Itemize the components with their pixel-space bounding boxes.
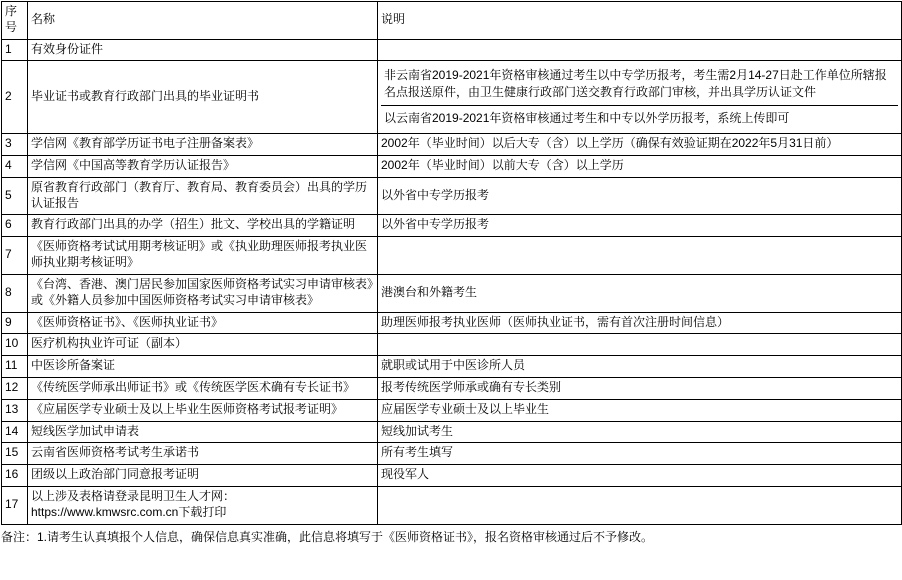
row-name: 教育行政部门出具的办学（招生）批文、学校出具的学籍证明: [28, 215, 378, 237]
row-desc: 2002年（毕业时间）以后大专（含）以上学历（确保有效验证期在2022年5月31日前）: [378, 134, 902, 156]
row-index: 15: [2, 443, 28, 465]
row-index: 17: [2, 487, 28, 525]
row-name-line-1: 以上涉及表格请登录昆明卫生人才网：: [31, 489, 236, 504]
row-index: 13: [2, 399, 28, 421]
row-index: 14: [2, 421, 28, 443]
row-index: 10: [2, 334, 28, 356]
row-name: 学信网《中国高等教育学历认证报告》: [28, 155, 378, 177]
row-desc: 2002年（毕业时间）以前大专（含）以上学历: [378, 155, 902, 177]
row-name: [28, 487, 378, 525]
row-name: 《医师资格考试试用期考核证明》或《执业助理医师报考执业医师执业期考核证明》: [28, 237, 378, 275]
table-row: [2, 177, 902, 215]
row-index: 2: [2, 61, 28, 134]
row-index: 1: [2, 39, 28, 61]
row-desc: 助理医师报考执业医师（医师执业证书，需有首次注册时间信息）: [378, 312, 902, 334]
row-name: 医疗机构执业许可证（副本）: [28, 334, 378, 356]
table-row: [2, 237, 902, 275]
row-desc: 以外省中专学历报考: [378, 177, 902, 215]
row-index: 4: [2, 155, 28, 177]
row-index: 8: [2, 274, 28, 312]
row-desc: [378, 487, 902, 525]
row-name: 有效身份证件: [28, 39, 378, 61]
row-index: 3: [2, 134, 28, 156]
row-name: 《医师资格证书》、《医师执业证书》: [28, 312, 378, 334]
table-row: [2, 274, 902, 312]
row-index: 11: [2, 356, 28, 378]
table-row: [2, 61, 902, 134]
row-desc: [378, 334, 902, 356]
column-header-name: 名称: [28, 2, 378, 40]
row-index: 7: [2, 237, 28, 275]
row-desc: 应届医学专业硕士及以上毕业生: [378, 399, 902, 421]
column-header-desc: 说明: [378, 2, 902, 40]
row-name: 短线医学加试申请表: [28, 421, 378, 443]
row-desc: 报考传统医学师承或确有专长类别: [378, 377, 902, 399]
row-index: 5: [2, 177, 28, 215]
row-desc: [378, 61, 902, 134]
row-name: 团级以上政治部门同意报考证明: [28, 465, 378, 487]
table-row: [2, 356, 902, 378]
row-name: 原省教育行政部门（教育厅、教育局、教育委员会）出具的学历认证报告: [28, 177, 378, 215]
row-index: 6: [2, 215, 28, 237]
table-row: [2, 487, 902, 525]
column-header-index: 序号: [2, 2, 28, 40]
row-desc: [378, 39, 902, 61]
row-desc-line-2: 以云南省2019-2021年资格审核通过考生和中专以外学历报考，系统上传即可: [384, 110, 790, 125]
row-desc: 所有考生填写: [378, 443, 902, 465]
table-row: [2, 443, 902, 465]
row-desc: 港澳台和外籍考生: [378, 274, 902, 312]
row-desc: 以外省中专学历报考: [378, 215, 902, 237]
row-index: 12: [2, 377, 28, 399]
table-body: [2, 39, 902, 524]
requirements-table: [1, 1, 902, 525]
table-row: [2, 155, 902, 177]
table-row: [2, 421, 902, 443]
row-index: 16: [2, 465, 28, 487]
row-name: 云南省医师资格考试考生承诺书: [28, 443, 378, 465]
row-desc: 短线加试考生: [378, 421, 902, 443]
table-row: [2, 334, 902, 356]
row-name: 学信网《教育部学历证书电子注册备案表》: [28, 134, 378, 156]
row-name: 《应届医学专业硕士及以上毕业生医师资格考试报考证明》: [28, 399, 378, 421]
table-row: [2, 215, 902, 237]
table-row: [2, 465, 902, 487]
row-desc: 现役军人: [378, 465, 902, 487]
table-row: [2, 39, 902, 61]
table-header-row: [2, 2, 902, 40]
row-desc-line-1: 非云南省2019-2021年资格审核通过考生以中专学历报考，考生需2月14-27日赴工作单位所辖报名点报送原件，由卫生健康行政部门送交教育行政部门审核，并出具学历认证文件: [381, 63, 898, 105]
footer-note: 备注：1.请考生认真填报个人信息，确保信息真实准确，此信息将填写于《医师资格证书》，报名资格审核通过后不予修改。: [1, 529, 654, 544]
table-row: [2, 377, 902, 399]
row-name-line-2: https://www.kmwsrc.com.cn下载打印: [31, 504, 227, 519]
table-row: [2, 312, 902, 334]
row-name: 毕业证书或教育行政部门出具的毕业证明书: [28, 61, 378, 134]
row-name: 《台湾、香港、澳门居民参加国家医师资格考试实习申请审核表》或《外籍人员参加中国医师资格考试实习申请审核表》: [28, 274, 378, 312]
row-desc: 就职或试用于中医诊所人员: [378, 356, 902, 378]
table-row: [2, 399, 902, 421]
table-row: [2, 134, 902, 156]
row-name: 中医诊所备案证: [28, 356, 378, 378]
table-header: [2, 2, 902, 40]
row-desc: [378, 237, 902, 275]
row-name: 《传统医学师承出师证书》或《传统医学医术确有专长证书》: [28, 377, 378, 399]
requirements-document: [0, 1, 900, 546]
row-index: 9: [2, 312, 28, 334]
